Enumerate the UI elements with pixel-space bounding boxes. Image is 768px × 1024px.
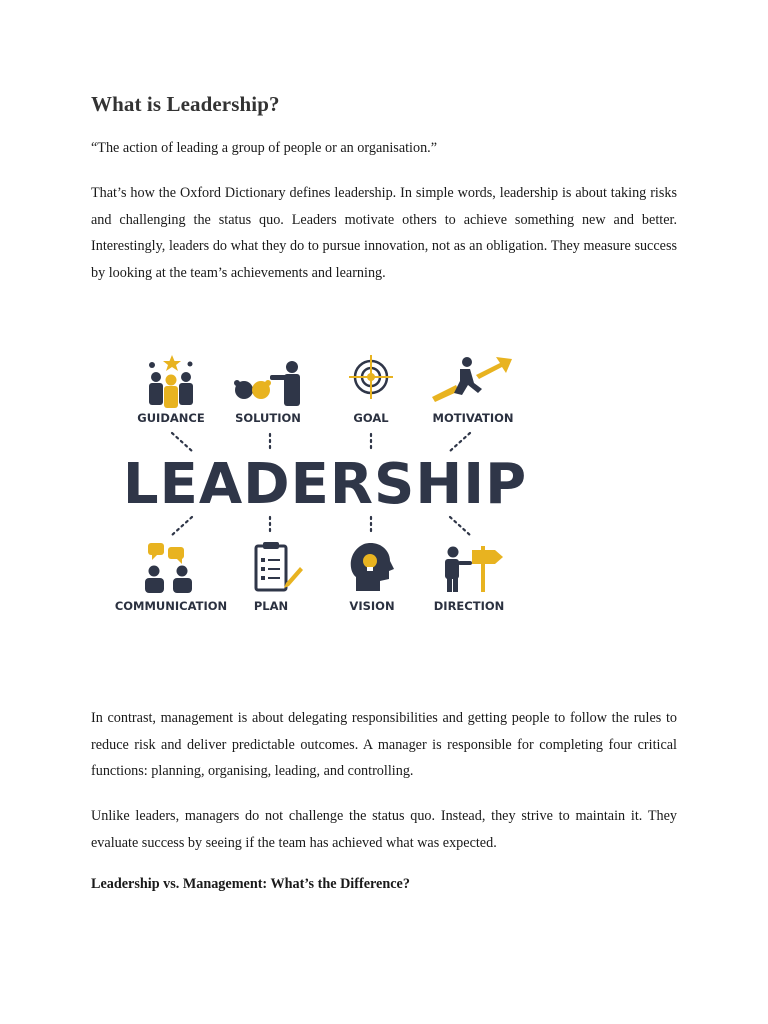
label-communication: COMMUNICATION bbox=[114, 599, 228, 613]
paragraph-leadership-definition: That’s how the Oxford Dictionary defines leadership. In simple words, leadership is about taking risks and challenging the status quo. Leaders motivate others to achieve something new and better. Interestingly, leaders do what they do to pursue innovation, not as an obligation. They measure success by looking at the team’s achievements and learning. bbox=[91, 185, 677, 281]
paragraph-managers-status-quo: Unlike leaders, managers do not challenge the status quo. Instead, they strive to maintain it. They evaluate success by seeing if the team has achieved what was expected. bbox=[91, 808, 677, 851]
leadership-word: LEADERSHIP bbox=[122, 452, 528, 517]
connector bbox=[172, 433, 192, 451]
section-subheading: Leadership vs. Management: What’s the Difference? bbox=[91, 876, 410, 892]
connector bbox=[450, 433, 470, 451]
label-plan: PLAN bbox=[253, 599, 289, 613]
head-bulb-icon bbox=[351, 543, 394, 591]
label-solution: SOLUTION bbox=[235, 411, 301, 425]
connector bbox=[450, 517, 470, 535]
people-star-icon bbox=[149, 355, 193, 408]
label-goal: GOAL bbox=[353, 411, 389, 425]
page-title: What is Leadership? bbox=[91, 92, 280, 116]
label-vision: VISION bbox=[349, 599, 395, 613]
label-guidance: GUIDANCE bbox=[137, 411, 205, 425]
leadership-infographic bbox=[110, 345, 530, 625]
label-direction: DIRECTION bbox=[433, 599, 505, 613]
target-icon bbox=[349, 355, 393, 399]
signpost-person-icon bbox=[445, 546, 503, 592]
puzzle-person-icon bbox=[234, 361, 300, 406]
clipboard-icon bbox=[256, 542, 303, 590]
running-arrow-icon bbox=[432, 357, 512, 402]
speech-people-icon bbox=[145, 543, 192, 593]
definition-quote: “The action of leading a group of people or an organisation.” bbox=[91, 140, 438, 156]
paragraph-management: In contrast, management is about delegating responsibilities and getting people to follow the rules to reduce risk and deliver predictable outcomes. A manager is responsible for completing four critical functions: planning, organising, leading, and controlling. bbox=[91, 710, 677, 779]
label-motivation: MOTIVATION bbox=[432, 411, 514, 425]
connector bbox=[172, 517, 192, 535]
